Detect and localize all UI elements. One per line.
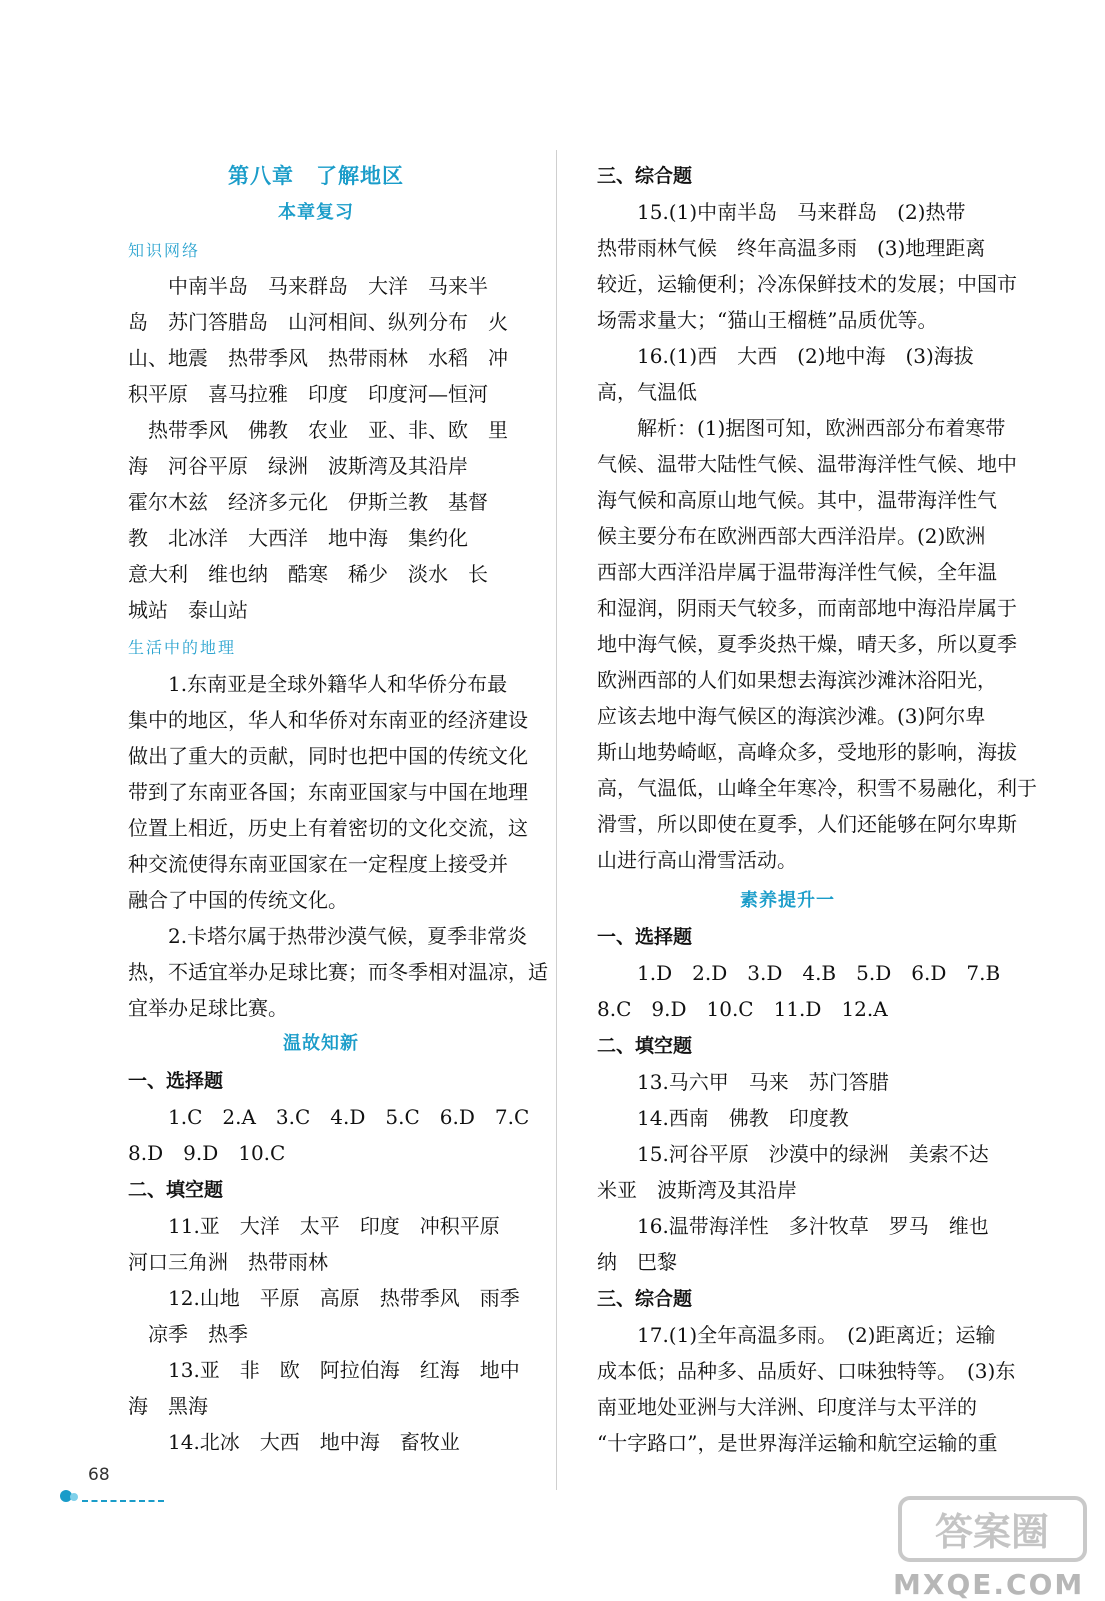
heading-choice: 一、选择题	[128, 1070, 224, 1092]
answer-line: 16.温带海洋性 多汁牧草 罗马 维也	[637, 1214, 989, 1238]
chapter-title: 第八章 了解地区	[228, 164, 404, 188]
page-number: 68	[88, 1465, 110, 1485]
heading-choice: 一、选择题	[597, 926, 693, 948]
answer-line: 应该去地中海气候区的海滨沙滩。(3)阿尔卑	[597, 704, 986, 728]
answer-line: 海气候和高原山地气候。其中，温带海洋性气	[597, 488, 997, 512]
life-line: 带到了东南亚各国；东南亚国家与中国在地理	[128, 780, 528, 804]
answer-line: 15.(1)中南半岛 马来群岛 (2)热带	[637, 200, 966, 224]
heading-fill: 二、填空题	[597, 1035, 693, 1057]
life-line: 融合了中国的传统文化。	[128, 888, 348, 912]
kn-line: 海 河谷平原 绿洲 波斯湾及其沿岸	[128, 454, 468, 478]
answer-line: 热带雨林气候 终年高温多雨 (3)地理距离	[597, 236, 986, 260]
answer-line: 米亚 波斯湾及其沿岸	[597, 1178, 797, 1202]
subsection-life-geography: 生活中的地理	[128, 638, 237, 657]
answer-line: 海 黑海	[128, 1394, 208, 1418]
answer-line: 17.(1)全年高温多雨。 (2)距离近；运输	[637, 1323, 996, 1347]
footer-dot-icon	[70, 1493, 78, 1501]
heading-comprehensive: 三、综合题	[597, 165, 693, 187]
answer-line: 地中海气候，夏季炎热干燥，晴天多，所以夏季	[597, 632, 1017, 656]
life-line: 集中的地区，华人和华侨对东南亚的经济建设	[128, 708, 528, 732]
answer-line: 欧洲西部的人们如果想去海滨沙滩沐浴阳光，	[597, 668, 997, 692]
kn-line: 山、地震 热带季风 热带雨林 水稻 冲	[128, 346, 508, 370]
answer-line: 高，气温低	[597, 380, 697, 404]
answer-line: 凉季 热季	[148, 1322, 248, 1346]
answer-line: 8.D 9.D 10.C	[128, 1141, 286, 1165]
heading-comprehensive-2: 三、综合题	[597, 1288, 693, 1310]
answer-line: 斯山地势崎岖，高峰众多，受地形的影响，海拔	[597, 740, 1017, 764]
kn-line: 意大利 维也纳 酷寒 稀少 淡水 长	[128, 562, 488, 586]
answer-line: 成本低；品种多、品质好、口味独特等。 (3)东	[597, 1359, 1016, 1383]
answer-line: 1.D 2.D 3.D 4.B 5.D 6.D 7.B	[637, 961, 1001, 985]
life-line: 热，不适宜举办足球比赛；而冬季相对温凉，适	[128, 960, 548, 984]
life-line: 1.东南亚是全球外籍华人和华侨分布最	[168, 672, 508, 696]
answer-line: 13.亚 非 欧 阿拉伯海 红海 地中	[168, 1358, 520, 1382]
answer-line: 高，气温低，山峰全年寒冷，积雪不易融化，利于	[597, 776, 1037, 800]
answer-line: 14.北冰 大西 地中海 畜牧业	[168, 1430, 460, 1454]
kn-line: 教 北冰洋 大西洋 地中海 集约化	[128, 526, 468, 550]
life-line: 做出了重大的贡献，同时也把中国的传统文化	[128, 744, 528, 768]
answer-line: 16.(1)西 大西 (2)地中海 (3)海拔	[637, 344, 974, 368]
answer-line: 和湿润，阴雨天气较多，而南部地中海沿岸属于	[597, 596, 1017, 620]
answer-line: 8.C 9.D 10.C 11.D 12.A	[597, 997, 888, 1021]
kn-line: 中南半岛 马来群岛 大洋 马来半	[168, 274, 488, 298]
watermark-text: MXQE.COM	[893, 1568, 1085, 1601]
kn-line: 热带季风 佛教 农业 亚、非、欧 里	[148, 418, 508, 442]
answer-line: 南亚地处亚洲与大洋洲、印度洋与太平洋的	[597, 1395, 977, 1419]
answer-line: 滑雪，所以即使在夏季，人们还能够在阿尔卑斯	[597, 812, 1017, 836]
section-review: 本章复习	[278, 202, 354, 223]
answer-line: 11.亚 大洋 太平 印度 冲积平原	[168, 1214, 500, 1238]
answer-line: 山进行高山滑雪活动。	[597, 848, 797, 872]
life-line: 宜举办足球比赛。	[128, 996, 288, 1020]
kn-line: 城站 泰山站	[128, 598, 248, 622]
answer-line: 西部大西洋沿岸属于温带海洋性气候，全年温	[597, 560, 997, 584]
life-line: 位置上相近，历史上有着密切的文化交流，这	[128, 816, 528, 840]
answer-line: 13.马六甲 马来 苏门答腊	[637, 1070, 889, 1094]
answer-line: 1.C 2.A 3.C 4.D 5.C 6.D 7.C	[168, 1105, 530, 1129]
section-review-old: 温故知新	[283, 1033, 359, 1054]
answer-line: 纳 巴黎	[597, 1250, 677, 1274]
heading-fill: 二、填空题	[128, 1179, 224, 1201]
kn-line: 霍尔木兹 经济多元化 伊斯兰教 基督	[128, 490, 488, 514]
life-line: 种交流使得东南亚国家在一定程度上接受并	[128, 852, 508, 876]
kn-line: 岛 苏门答腊岛 山河相间、纵列分布 火	[128, 310, 508, 334]
answer-line: 场需求量大；“猫山王榴梿”品质优等。	[597, 308, 938, 332]
answer-line: 河口三角洲 热带雨林	[128, 1250, 328, 1274]
column-divider	[556, 150, 557, 1490]
life-line: 2.卡塔尔属于热带沙漠气候，夏季非常炎	[168, 924, 528, 948]
answer-line: 较近，运输便利；冷冻保鲜技术的发展；中国市	[597, 272, 1017, 296]
footer-underline	[82, 1500, 164, 1502]
answer-line: 候主要分布在欧洲西部大西洋沿岸。(2)欧洲	[597, 524, 986, 548]
kn-line: 积平原 喜马拉雅 印度 印度河—恒河	[128, 382, 488, 406]
watermark-logo-text: 答案圈	[934, 1510, 1050, 1554]
answer-line: 解析：(1)据图可知，欧洲西部分布着寒带	[637, 416, 1006, 440]
answer-line: 14.西南 佛教 印度教	[637, 1106, 849, 1130]
section-literacy: 素养提升一	[740, 890, 835, 911]
answer-line: “十字路口”，是世界海洋运输和航空运输的重	[597, 1431, 998, 1455]
answer-line: 气候、温带大陆性气候、温带海洋性气候、地中	[597, 452, 1017, 476]
subsection-knowledge-network: 知识网络	[128, 241, 201, 260]
answer-line: 15.河谷平原 沙漠中的绿洲 美索不达	[637, 1142, 989, 1166]
answer-line: 12.山地 平原 高原 热带季风 雨季	[168, 1286, 520, 1310]
